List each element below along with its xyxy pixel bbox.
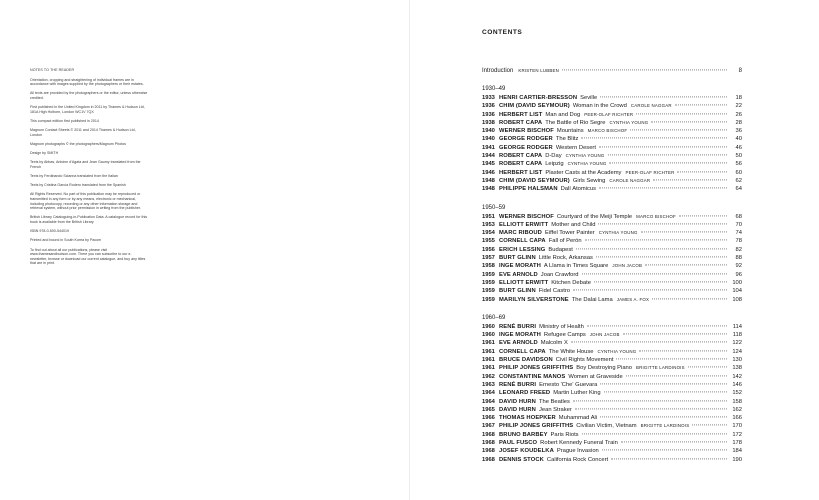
entry-author: CYNTHIA YOUNG: [565, 153, 605, 159]
entry-year: 1961: [482, 365, 495, 372]
toc-entry[interactable]: [482, 339, 742, 347]
entry-page: 172: [732, 431, 742, 438]
leader-dots: [600, 416, 727, 417]
entry-title: Budapest: [548, 246, 573, 253]
entry-year: 1959: [482, 271, 495, 278]
entry-photographer: PHILIP JONES GRIFFITHS: [499, 423, 574, 430]
entry-title: Fidel Castro: [538, 288, 570, 295]
decade-heading: 1950–59: [482, 204, 506, 211]
page-gutter: [409, 0, 410, 500]
entry-year: 1958: [482, 263, 495, 270]
entry-title: Muhammad Ali: [558, 415, 598, 422]
entry-page: 166: [732, 415, 742, 422]
entry-page: 46: [735, 144, 742, 151]
leader-dots: [576, 248, 727, 249]
entry-year: 1960: [482, 332, 495, 339]
entry-photographer: INGE MORATH: [499, 332, 541, 339]
entry-title: The Beatles: [538, 398, 570, 405]
entry-year: 1936: [482, 111, 495, 118]
entry-page: 178: [732, 439, 742, 446]
leader-dots: [692, 425, 727, 426]
toc-entry[interactable]: [482, 373, 742, 381]
leader-dots: [636, 113, 727, 114]
entry-year: 1968: [482, 448, 495, 455]
toc-entry[interactable]: [482, 102, 742, 110]
imprint-paragraph: All texts are provided by the photographers or the editor, unless otherwise credited.: [30, 91, 148, 100]
entry-title: A Llama in Times Square: [543, 263, 609, 270]
entry-title: Western Desert: [555, 144, 596, 151]
leader-dots: [609, 163, 727, 164]
entry-page: 190: [732, 456, 742, 463]
entry-photographer: EVE ARNOLD: [499, 340, 538, 347]
toc-entry[interactable]: [482, 439, 742, 447]
imprint-paragraph: This compact edition first published in 2014: [30, 118, 99, 123]
entry-title: Leipzig: [545, 161, 564, 168]
entry-title: Paris Riots: [550, 431, 579, 438]
toc-entry[interactable]: [482, 111, 742, 119]
entry-year: 1964: [482, 390, 495, 397]
entry-photographer: THOMAS HOEPKER: [499, 415, 556, 422]
entry-year: 1968: [482, 456, 495, 463]
entry-photographer: HERBERT LIST: [499, 169, 543, 176]
entry-page: 96: [735, 271, 742, 278]
entry-page: 142: [732, 373, 742, 380]
entry-photographer: BURT GLINN: [499, 255, 536, 262]
imprint-heading: NOTES TO THE READER: [30, 68, 75, 72]
leader-dots: [599, 188, 727, 189]
entry-year: 1968: [482, 431, 495, 438]
leader-dots: [630, 130, 727, 131]
leader-dots: [677, 171, 727, 172]
entry-photographer: ERICH LESSING: [499, 246, 546, 253]
leader-dots: [581, 138, 727, 139]
entry-year: 1960: [482, 323, 495, 330]
leader-dots: [679, 215, 727, 216]
entry-year: 1948: [482, 186, 495, 193]
entry-page: 170: [732, 423, 742, 430]
entry-photographer: WERNER BISCHOF: [499, 128, 554, 135]
entry-author: JOHN JACOB: [612, 263, 643, 269]
entry-page: 158: [732, 398, 742, 405]
entry-photographer: BRUNO BARBEY: [499, 431, 548, 438]
entry-year: 1961: [482, 348, 495, 355]
toc-entry[interactable]: [482, 213, 742, 221]
leader-dots: [573, 290, 727, 291]
toc-entry[interactable]: [482, 296, 742, 304]
entry-page: 108: [732, 296, 742, 303]
leader-dots: [585, 240, 727, 241]
toc-entry[interactable]: [482, 456, 742, 464]
entry-photographer: ROBERT CAPA: [499, 153, 543, 160]
leader-dots: [600, 96, 727, 97]
entry-title: Eiffel Tower Painter: [544, 230, 595, 237]
leader-dots: [626, 375, 727, 376]
entry-title: D-Day: [545, 153, 562, 160]
entry-year: 1966: [482, 415, 495, 422]
entry-photographer: WERNER BISCHOF: [499, 213, 554, 220]
entry-page: 68: [735, 213, 742, 220]
entry-photographer: BURT GLINN: [499, 288, 536, 295]
entry-title: Boy Destroying Piano: [576, 365, 632, 372]
entry-title: Civilian Victim, Vietnam: [576, 423, 637, 430]
entry-title: Seville: [580, 95, 598, 101]
entry-year: 1946: [482, 169, 495, 176]
entry-photographer: DENNIS STOCK: [499, 456, 544, 463]
entry-photographer: LEONARD FREED: [499, 390, 551, 397]
intro-page: 8: [738, 68, 742, 74]
entry-title: Martin Luther King: [553, 390, 601, 397]
entry-page: 92: [735, 263, 742, 270]
entry-photographer: BRUCE DAVIDSON: [499, 357, 553, 364]
entry-author: CYNTHIA YOUNG: [567, 161, 607, 167]
toc-entry[interactable]: [482, 160, 742, 168]
leader-dots: [575, 408, 727, 409]
toc-entry[interactable]: [482, 279, 742, 287]
entry-author: CYNTHIA YOUNG: [597, 348, 637, 354]
imprint-paragraph: Magnum Contact Sheets © 2011 and 2014 Thames & Hudson Ltd, London: [30, 128, 136, 137]
entry-photographer: GEORGE RODGER: [499, 136, 553, 143]
leader-dots: [652, 298, 727, 299]
entry-year: 1941: [482, 144, 495, 151]
toc-entry[interactable]: [482, 229, 742, 237]
entry-page: 152: [732, 390, 742, 397]
entry-year: 1953: [482, 221, 495, 228]
entry-title: Girls Sewing: [572, 177, 606, 184]
entry-year: 1959: [482, 296, 495, 303]
toc-entry[interactable]: [482, 221, 742, 229]
toc-entry[interactable]: [482, 414, 742, 422]
entry-year: 1964: [482, 398, 495, 405]
leader-dots: [651, 121, 727, 122]
leader-dots: [582, 273, 728, 274]
imprint-paragraph: Design by SMITH: [30, 151, 59, 156]
entry-page: 74: [735, 230, 742, 237]
entry-photographer: DAVID HURN: [499, 398, 536, 405]
leader-dots: [602, 450, 727, 451]
entry-photographer: CONSTANTINE MANOS: [499, 373, 566, 380]
entry-photographer: JOSEF KOUDELKA: [499, 448, 554, 455]
entry-title: Robert Kennedy Funeral Train: [540, 439, 618, 446]
leader-dots: [571, 342, 727, 343]
entry-year: 1959: [482, 288, 495, 295]
entry-year: 1965: [482, 406, 495, 413]
entry-year: 1955: [482, 238, 495, 245]
entry-photographer: PAUL FUSCO: [499, 439, 538, 446]
leader-dots: [621, 441, 727, 442]
toc-intro-entry[interactable]: [482, 68, 742, 79]
entry-page: 184: [732, 448, 742, 455]
toc-entry[interactable]: [482, 119, 742, 127]
entry-year: 1936: [482, 103, 495, 110]
leader-dots: [582, 433, 727, 434]
toc-entry[interactable]: [482, 381, 742, 389]
leader-dots: [616, 358, 727, 359]
entry-photographer: CORNELL CAPA: [499, 348, 546, 355]
toc-entry[interactable]: [482, 331, 742, 339]
entry-author: CAROLE NAGGAR: [630, 103, 672, 109]
leader-dots: [608, 154, 728, 155]
toc-entry[interactable]: [482, 144, 742, 152]
entry-title: Civil Rights Movement: [555, 357, 614, 364]
toc-entry[interactable]: [482, 389, 742, 397]
imprint-page: [30, 68, 148, 271]
entry-author: PEER-OLAF RICHTER: [625, 169, 675, 175]
entry-title: The Blitz: [555, 136, 579, 143]
entry-title: Mountains: [556, 128, 584, 135]
imprint-paragraph: Texts by Abbas, Antoine d'Agata and Jean Gaumy translated from the French: [30, 160, 141, 169]
entry-year: 1940: [482, 128, 495, 135]
entry-title: The Dalai Lama: [571, 296, 613, 303]
imprint-paragraph: British Library Cataloguing-in-Publication Data. A catalogue record for this book is available from the British Library: [30, 215, 148, 224]
imprint-paragraph: Magnum photographs © the photographers/Magnum Photos: [30, 141, 126, 146]
entry-page: 82: [735, 246, 742, 253]
entry-page: 118: [732, 332, 742, 339]
toc-entry[interactable]: [482, 323, 742, 331]
leader-dots: [562, 69, 727, 70]
entry-title: Ministry of Health: [539, 323, 584, 330]
entry-year: 1963: [482, 381, 495, 388]
entry-title: Plaster Casts at the Academy: [545, 169, 622, 176]
imprint-paragraph: First published in the United Kingdom in 2011 by Thames & Hudson Ltd, 181A High Holborn, London WC1V 7QX: [30, 105, 145, 114]
entry-title: California Rock Concert: [546, 456, 609, 463]
toc-entry[interactable]: [482, 94, 742, 102]
decade-heading: 1930–49: [482, 86, 506, 92]
entry-photographer: ELLIOTT ERWITT: [499, 279, 549, 286]
entry-page: 36: [735, 128, 742, 135]
entry-year: 1959: [482, 279, 495, 286]
entry-photographer: CHIM (DAVID SEYMOUR): [499, 177, 570, 184]
leader-dots: [641, 232, 727, 233]
toc-entry[interactable]: [482, 127, 742, 135]
toc-entry[interactable]: [482, 356, 742, 364]
entry-author: MARCO BISCHOF: [587, 128, 628, 134]
toc-entry[interactable]: [482, 364, 742, 372]
leader-dots: [587, 325, 727, 326]
entry-title: Ernesto 'Che' Guevara: [539, 381, 598, 388]
entry-page: 104: [732, 288, 742, 295]
entry-page: 162: [732, 406, 742, 413]
intro-author: KRISTEN LUBBEN: [518, 68, 559, 73]
entry-title: Malcolm X: [540, 340, 568, 347]
toc-entry[interactable]: [482, 185, 742, 193]
entry-author: JOHN JACOB: [589, 332, 620, 338]
toc-entry[interactable]: [482, 237, 742, 245]
entry-author: PEER-OLAF RICHTER: [584, 111, 634, 117]
leader-dots: [594, 281, 727, 282]
leader-dots: [611, 458, 727, 459]
entry-page: 62: [735, 177, 742, 184]
imprint-paragraph: Printed and bound in South Korea by Pacom: [30, 238, 102, 243]
entry-author: BRIGITTE LARDINOIS: [636, 365, 685, 371]
entry-photographer: ROBERT CAPA: [499, 119, 543, 126]
toc-entry[interactable]: [482, 152, 742, 160]
entry-author: CYNTHIA YOUNG: [609, 119, 649, 125]
entry-year: 1961: [482, 357, 495, 364]
entry-title: Joan Crawford: [540, 271, 579, 278]
entry-title: Dalí Atomicus: [560, 186, 597, 193]
entry-photographer: GEORGE RODGER: [499, 144, 553, 151]
entry-author: JAMES A. FOX: [616, 296, 650, 302]
toc-entry[interactable]: [482, 271, 742, 279]
entry-year: 1951: [482, 213, 495, 220]
entry-year: 1933: [482, 95, 495, 101]
leader-dots: [639, 350, 727, 351]
entry-year: 1957: [482, 255, 495, 262]
toc-entry[interactable]: [482, 177, 742, 185]
entry-author: CAROLE NAGGAR: [609, 177, 651, 183]
toc-sections: [482, 84, 742, 464]
entry-photographer: HERBERT LIST: [499, 111, 543, 118]
entry-page: 50: [735, 153, 742, 160]
entry-title: The White House: [548, 348, 594, 355]
entry-page: 64: [735, 186, 742, 193]
entry-year: 1962: [482, 373, 495, 380]
entry-page: 28: [735, 119, 742, 126]
entry-year: 1938: [482, 119, 495, 126]
toc-entry[interactable]: [482, 246, 742, 254]
entry-title: Fall of Perón: [548, 238, 582, 245]
toc-entry[interactable]: [482, 287, 742, 295]
entry-title: The Battle of Rio Segre: [545, 119, 606, 126]
leader-dots: [688, 367, 727, 368]
entry-title: Refugee Camps: [543, 332, 586, 339]
entry-year: 1954: [482, 230, 495, 237]
entry-page: 122: [732, 340, 742, 347]
toc-entry[interactable]: [482, 348, 742, 356]
leader-dots: [600, 383, 727, 384]
entry-photographer: EVE ARNOLD: [499, 271, 538, 278]
entry-page: 88: [735, 255, 742, 262]
entry-page: 124: [732, 348, 742, 355]
imprint-paragraph: ISBN 978-0-500-544019: [30, 229, 69, 234]
entry-year: 1968: [482, 439, 495, 446]
entry-page: 138: [732, 365, 742, 372]
toc-entry[interactable]: [482, 262, 742, 270]
entry-page: 26: [735, 111, 742, 118]
entry-title: Woman in the Crowd: [572, 103, 627, 110]
entry-page: 146: [732, 381, 742, 388]
entry-photographer: RENÉ BURRI: [499, 381, 537, 388]
toc-entry[interactable]: [482, 431, 742, 439]
toc-entry[interactable]: [482, 422, 742, 430]
imprint-paragraph: Texts by Ferdinando Scianna translated from the Italian: [30, 174, 118, 179]
entry-title: Women at Graveside: [568, 373, 623, 380]
toc-entry[interactable]: [482, 135, 742, 143]
entry-photographer: ROBERT CAPA: [499, 161, 543, 168]
leader-dots: [604, 392, 727, 393]
leader-dots: [653, 179, 727, 180]
entry-page: 40: [735, 136, 742, 143]
entry-photographer: RENÉ BURRI: [499, 323, 537, 330]
decade-heading: 1960–69: [482, 314, 506, 321]
leader-dots: [573, 400, 727, 401]
entry-title: Courtyard of the Meiji Temple: [556, 213, 633, 220]
leader-dots: [623, 334, 727, 335]
entry-year: 1944: [482, 153, 495, 160]
entry-page: 18: [735, 95, 742, 101]
entry-photographer: CORNELL CAPA: [499, 238, 546, 245]
entry-title: Jean Straker: [538, 406, 572, 413]
entry-photographer: CHIM (DAVID SEYMOUR): [499, 103, 570, 110]
leader-dots: [675, 105, 727, 106]
entry-year: 1948: [482, 177, 495, 184]
imprint-paragraph: To find out about all our publications, please visit www.thamesandhudson.com. There you can subscribe to our e-newsletter, browse or download our current catalogue, and buy any titles that are in print.: [30, 247, 146, 266]
entry-photographer: HENRI CARTIER-BRESSON: [499, 95, 578, 101]
entry-year: 1961: [482, 340, 495, 347]
entry-title: Man and Dog: [545, 111, 581, 118]
leader-dots: [596, 256, 727, 257]
entry-page: 114: [732, 323, 742, 330]
imprint-paragraph: Texts by Cristina García Rodero translated from the Spanish: [30, 183, 126, 188]
toc-entry[interactable]: [482, 398, 742, 406]
toc-entry[interactable]: [482, 254, 742, 262]
entry-photographer: MARILYN SILVERSTONE: [499, 296, 569, 303]
entry-year: 1940: [482, 136, 495, 143]
entry-author: CYNTHIA YOUNG: [598, 230, 638, 236]
entry-photographer: INGE MORATH: [499, 263, 541, 270]
table-of-contents: [482, 68, 742, 464]
entry-page: 60: [735, 169, 742, 176]
toc-entry[interactable]: [482, 447, 742, 455]
entry-author: BRIGITTE LARDINOIS: [640, 423, 690, 429]
leader-dots: [599, 146, 727, 147]
entry-title: Kitchen Debate: [551, 279, 591, 286]
entry-title: Little Rock, Arkansas: [538, 255, 593, 262]
leader-dots: [645, 265, 727, 266]
contents-title: CONTENTS: [482, 29, 523, 36]
entry-page: 100: [732, 279, 742, 286]
entry-year: 1967: [482, 423, 495, 430]
entry-author: MARCO BISCHOF: [636, 213, 676, 219]
leader-dots: [598, 223, 727, 224]
toc-entry[interactable]: [482, 406, 742, 414]
imprint-paragraph: Orientation, cropping and straightening of individual frames are in accordance with images supplied by the photographers or their estates.: [30, 77, 144, 87]
entry-page: 70: [735, 221, 742, 228]
entry-photographer: MARC RIBOUD: [499, 230, 542, 237]
entry-page: 130: [732, 357, 742, 364]
entry-page: 56: [735, 161, 742, 168]
entry-page: 78: [735, 238, 742, 245]
entry-year: 1956: [482, 246, 495, 253]
entry-title: Prague Invasion: [556, 448, 599, 455]
entry-page: 22: [735, 103, 742, 110]
imprint-paragraph: All Rights Reserved. No part of this publication may be reproduced or transmitted in any form or by any means, electronic or mechanical, including photocopy, recording or any other information storage and retrieval system, without prior permission in writing from the publisher.: [30, 192, 141, 211]
toc-entry[interactable]: [482, 169, 742, 177]
entry-photographer: ELLIOTT ERWITT: [499, 221, 549, 228]
entry-photographer: PHILIP JONES GRIFFITHS: [499, 365, 574, 372]
entry-photographer: PHILIPPE HALSMAN: [499, 186, 558, 193]
entry-photographer: DAVID HURN: [499, 406, 536, 413]
intro-label: Introduction: [482, 68, 514, 74]
entry-title: Mother and Child: [551, 221, 596, 228]
entry-year: 1945: [482, 161, 495, 168]
